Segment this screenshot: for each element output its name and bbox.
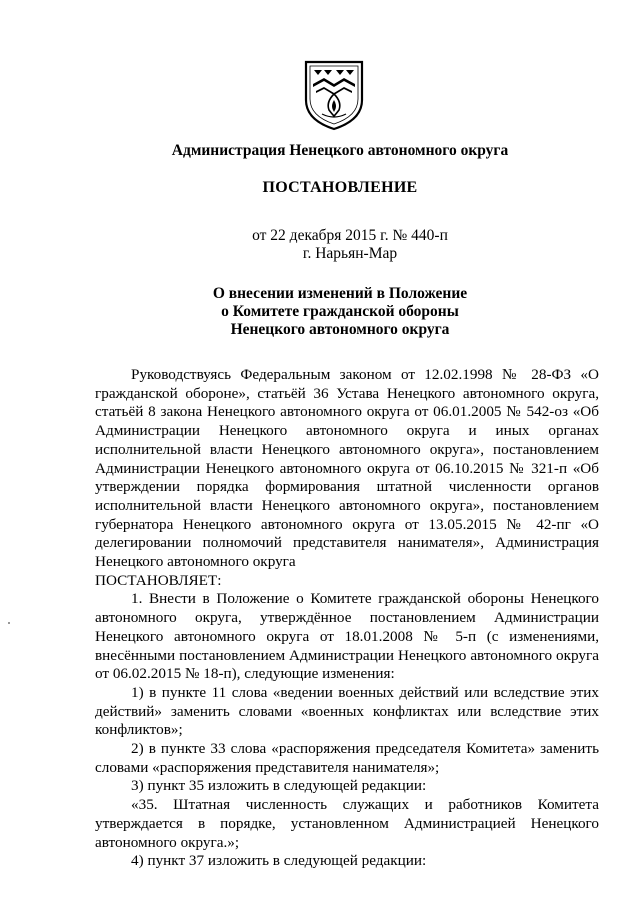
coat-of-arms-icon <box>302 58 366 132</box>
subitem-3-paragraph: 3) пункт 35 изложить в следующей редакции: <box>131 777 427 795</box>
subitem-1-paragraph: 1) в пункте 11 слова «ведении военных действий или вследствие этих действий» заменить словами «военных конфликтах или вследствие этих конфликтов»; <box>95 683 599 739</box>
document-body <box>95 366 599 871</box>
subitem-4-paragraph: 4) пункт 37 изложить в следующей редакции: <box>131 852 427 870</box>
organization-name: Администрация Ненецкого автономного округа <box>171 142 509 159</box>
document-type: ПОСТАНОВЛЕНИЕ <box>262 179 418 196</box>
subitem-2-paragraph: 2) в пункте 33 слова «распоряжения председателя Комитета» заменить словами «распоряжения представителя нанимателя»; <box>95 740 599 776</box>
document-title-line: Ненецкого автономного округа <box>230 321 450 338</box>
subitem-3-text-paragraph: «35. Штатная численность служащих и работников Комитета утверждается в порядке, установленном Администрацией Ненецкого автономного округа.»; <box>95 796 599 851</box>
document-title-line: О внесении изменений в Положение <box>212 285 468 302</box>
document-title <box>20 285 640 339</box>
document-date-number: от 22 декабря 2015 г. № 440-п <box>252 227 448 244</box>
item-1-paragraph: 1. Внести в Положение о Комитете гражданской обороны Ненецкого автономного округа, утверждённое постановлением Администрации Ненецкого автономного округа от 18.01.2008 № 5-п (с изменениями, внесёнными постановлением Администрации Ненецкого автономного округа от 06.02.2015 № 18-п), следующие изменения: <box>95 590 599 683</box>
preamble-paragraph: Руководствуясь Федеральным законом от 12.02.1998 № 28-ФЗ «О гражданской обороне», статьёй 36 Устава Ненецкого автономного округа, статьёй 8 закона Ненецкого автономного округа от 06.01.2005 № 542-оз «Об Администрации Ненецкого автономного округа и иных органах исполнительной власти Ненецкого автономного округа», постановлением Администрации Ненецкого автономного округа от 06.10.2015 № 321-п «Об утверждении порядка формирования штатной численности органов исполнительной власти Ненецкого автономного округа», постановлением губернатора Ненецкого автономного округа от 13.05.2015 № 42-пг «О делегировании полномочий представителя нанимателя», Администрация Ненецкого автономного округа <box>95 366 599 571</box>
resolves-line: ПОСТАНОВЛЯЕТ: <box>95 571 222 589</box>
document-city: г. Нарьян-Мар <box>302 245 398 262</box>
scan-speck <box>8 622 10 624</box>
document-title-line: о Комитете гражданской обороны <box>221 303 459 320</box>
